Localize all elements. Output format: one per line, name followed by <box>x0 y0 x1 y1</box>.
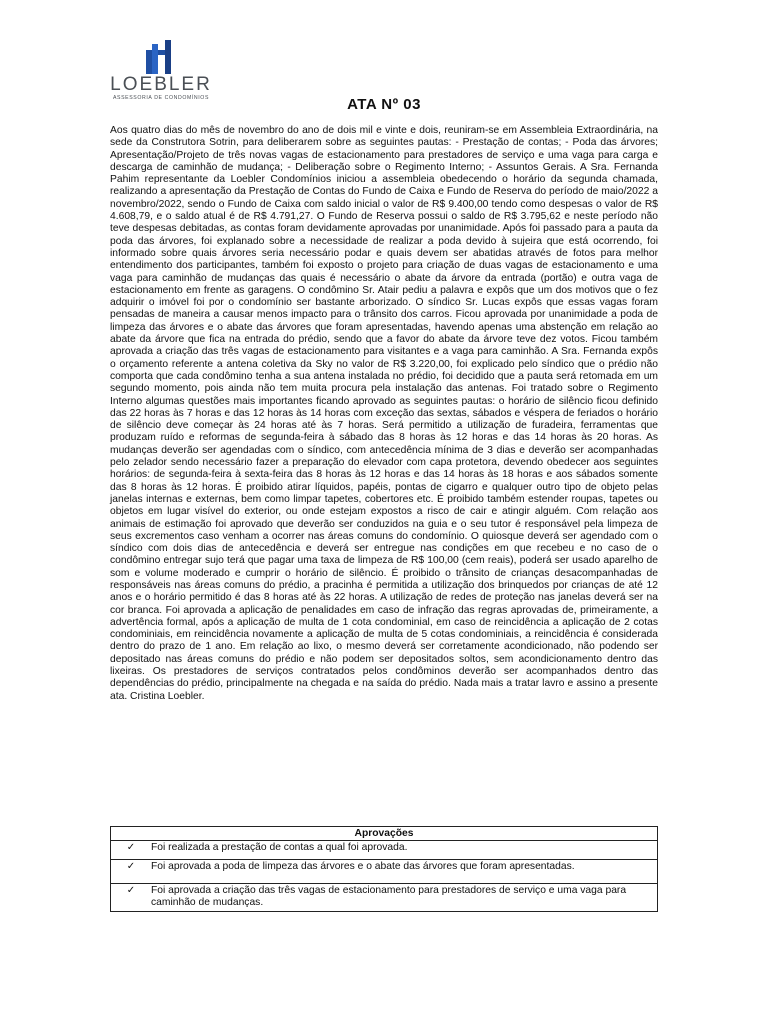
checkmark-icon: ✓ <box>111 860 152 884</box>
company-logo <box>106 40 216 102</box>
approval-text: Foi realizada a prestação de contas a qual foi aprovada. <box>151 841 658 860</box>
approval-row <box>111 860 658 884</box>
logo-subtitle: ASSESSORIA DE CONDOMÍNIOS <box>113 95 209 101</box>
approvals-table <box>110 826 658 912</box>
building-logo-icon <box>140 40 180 74</box>
logo-name: LOEBLER <box>110 74 212 95</box>
checkmark-icon: ✓ <box>111 884 152 912</box>
approval-row <box>111 841 658 860</box>
approval-text: Foi aprovada a criação das três vagas de estacionamento para prestadores de serviço e uma vaga para caminhão de mudanças. <box>151 884 658 912</box>
checkmark-icon: ✓ <box>111 841 152 860</box>
approval-text: Foi aprovada a poda de limpeza das árvores e o abate das árvores que foram apresentadas. <box>151 860 658 884</box>
approval-row <box>111 884 658 912</box>
document-title: ATA Nº 03 <box>347 96 421 113</box>
approvals-header: Aprovações <box>111 827 658 841</box>
minutes-body-text: Aos quatro dias do mês de novembro do ano de dois mil e vinte e dois, reuniram-se em Assembleia Extraordinária, na sede da Construtora Sotrin, para deliberarem sobre as seguintes pautas: - Prestação de contas; - Poda das árvores; Apresentação/Projeto de três novas vagas de estacionamento para prestadores de serviço e uma vaga para carga e descarga de caminhão de mudança; - Deliberação sobre o Regimento Interno; - Assuntos Gerais. A Sra. Fernanda Pahim representante da Loebler Condomínios iniciou a assembleia obedecendo o horário da segunda chamada, realizando a apresentação da Prestação de Contas do Fundo de Caixa e Fundo de Reserva do período de maio/2022 a novembro/2022, sendo o Fundo de Caixa com saldo inicial o valor de R$ 9.400,00 tendo como despesas o valor de R$ 4.608,79, e o saldo atual é de R$ 4.791,27. O Fundo de Reserva possui o saldo de R$ 3.795,62 e neste período não teve despesas debitadas, as contas foram devidamente aprovadas por unanimidade. Após foi passado para a pauta da poda das árvores, foi explanado sobre a necessidade de realizar a poda devido à sujeira que está ocorrendo, foi informado sobre quais árvores seria necessário podar e quais devem ser abatidas através de fotos para melhor entendimento dos participantes, também foi exposto o projeto para criação de duas vagas de estacionamento e uma vaga para caminhão de mudanças das quais é necessário o abate da árvore da entrada (portão) e outra vaga de estacionamento em frente as garagens. O condômino Sr. Atair pediu a palavra e expôs que um dos motivos que o fez adquirir o imóvel foi por o condomínio ser bastante arborizado. O síndico Sr. Lucas expôs que essas vagas foram pensadas de maneira a causar menos impacto para o trânsito dos carros. Ficou aprovada por unanimidade a poda de limpeza das árvores e o abate das árvores que foram apresentadas, havendo apenas uma abstenção em relação ao abate da árvore que fica na entrada do prédio, sendo que a favor do abate da árvore teve dez votos. Ficou também aprovada a criação das três vagas de estacionamento para visitantes e a vaga para caminhão. A Sra. Fernanda expôs o orçamento referente a antena coletiva da Sky no valor de R$ 3.220,00, foi explicado pelo síndico que o prédio não comporta que cada condômino tenha a sua antena instalada no prédio, foi decidido que a pauta será retomada em um segundo momento, pois ainda não tem muita procura pela instalação das antenas. Foi tratado sobre o Regimento Interno algumas questões mais importantes ficando aprovado as seguintes pautas: o horário de silêncio ficou definido das 22 horas às 7 horas e das 12 horas às 14 horas com exceção das sextas, sábados e véspera de feriados o horário de silêncio deve começar às 24 horas até às 7 horas. Será permitido a utilização de furadeira, ferramentas que produzam ruído e reformas de segunda-feira à sábado das 8 horas às 12 horas e das 14 horas às 20 horas. As mudanças deverão ser agendadas com o síndico, com antecedência mínima de 3 dias e deverão ser acompanhadas pelo zelador sendo necessário fazer a preparação do elevador com capa protetora, devendo obedecer aos seguintes horários: de segunda-feira à sexta-feira das 8 horas às 12 horas e das 14 horas às 18 horas e aos sábados somente das 8 horas às 12 horas. É proibido atirar líquidos, papéis, pontas de cigarro e qualquer outro tipo de objeto pelas janelas internas e externas, bem como limpar tapetes, cobertores etc. É proibido também estender roupas, tapetes ou objetos em lugar visível do exterior, ou onde estejam expostos a risco de cair e atingir alguém. Com relação aos animais de estimação foi aprovado que deverão ser conduzidos na guia e o seu tutor é responsável pela limpeza de seus excrementos caso venham a ocorrer nas áreas comuns do condomínio. O quiosque deverá ser agendado com o síndico com dois dias de antecedência e deverá ser entregue nas condições em que recebeu e no caso de o condômino entregar sujo terá que pagar uma taxa de limpeza de R$ 100,00 (cem reais), poderá ser usado aparelho de som e volume moderado e cumprir o horário de silêncio. É proibido o trânsito de crianças desacompanhadas de responsáveis nas áreas comuns do prédio, a pracinha é permitida a utilização dos brinquedos por crianças de até 12 anos e o horário permitido é das 8 horas até às 22 horas. A utilização de redes de proteção nas janelas deverá ser na cor branca. Foi aprovada a aplicação de penalidades em caso de infração das regras aprovadas de, primeiramente, a advertência formal, após a aplicação de multa de 1 cota condominial, em caso de reincidência a aplicação de 2 cotas condominiais, em reincidência novamente a aplicação de multa de 5 cotas condominiais, a reincidência é considerada dentro do prazo de 1 ano. Em relação ao lixo, o mesmo deverá ser corretamente acondicionado, não podendo ser depositado nas áreas comuns do prédio e não podem ser depositados soltos, sem acondicionamento dentro das lixeiras. Os prestadores de serviços contratados pelos condôminos deverão ser acompanhados dentro das dependências do prédio, principalmente na chegada e na saída do prédio. Nada mais a tratar lavro e assino a presente ata. Cristina Loebler. <box>110 125 658 702</box>
